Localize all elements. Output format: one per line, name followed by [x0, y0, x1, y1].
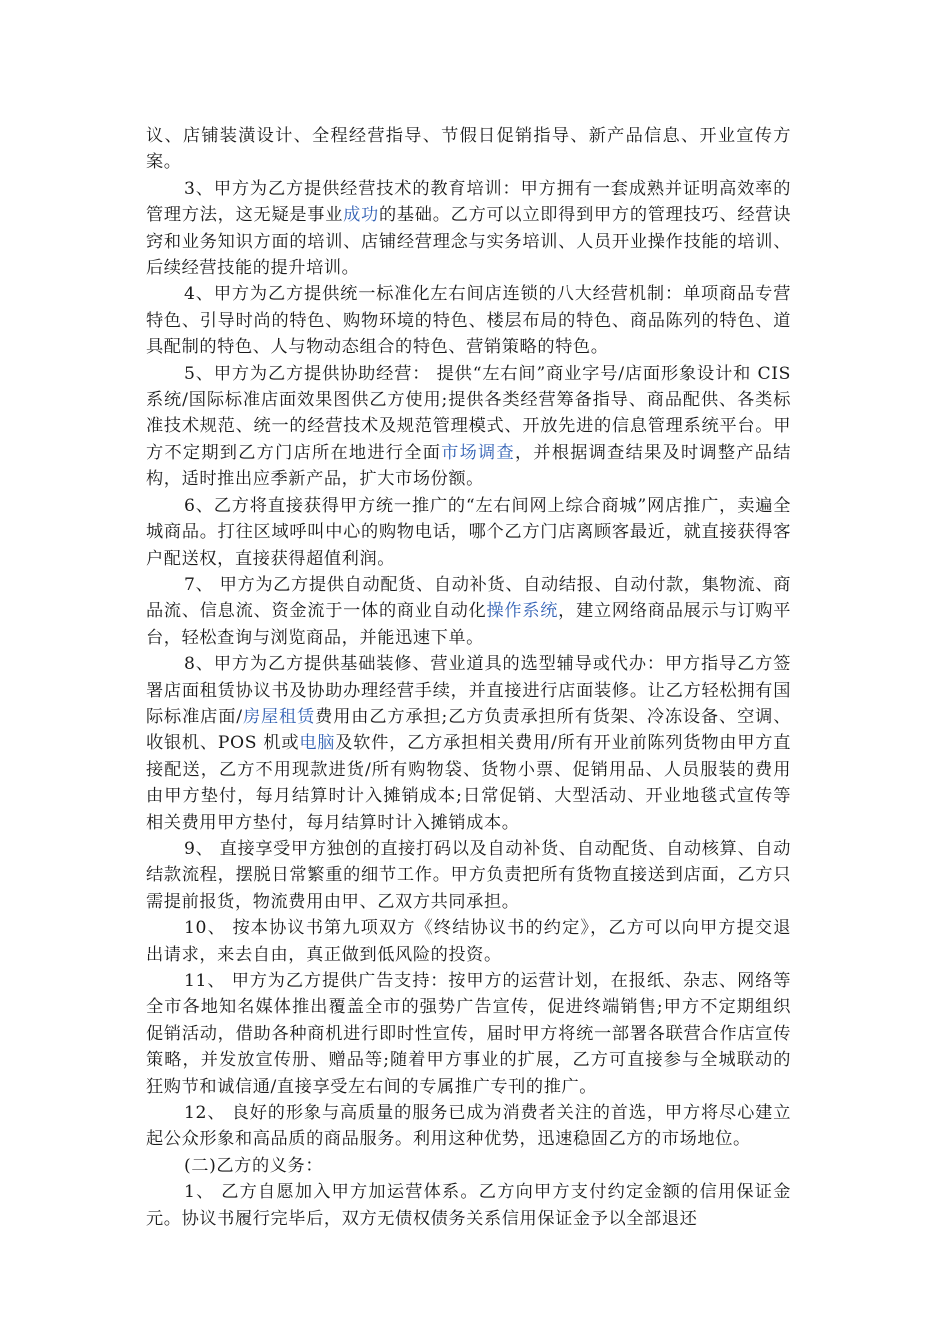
paragraph: [146, 1100, 791, 1153]
paragraph: [146, 572, 791, 651]
inline-link[interactable]: 电脑: [299, 733, 336, 754]
paragraph: [146, 1179, 791, 1232]
inline-link[interactable]: 市场调查: [441, 442, 515, 463]
inline-link[interactable]: 成功: [343, 205, 379, 226]
paragraph-text: 10、 按本协议书第九项双方《终结协议书的约定》，乙方可以向甲方提交退出请求，来去自由，真正做到低风险的投资。: [146, 918, 791, 965]
paragraph: [146, 1153, 791, 1179]
document-page: [146, 123, 791, 1232]
paragraph-text: 4、甲方为乙方提供统一标准化左右间店连锁的八大经营机制：单项商品专营特色、引导时尚的特色、购物环境的特色、楼层布局的特色、商品陈列的特色、道具配制的特色、人与物动态组合的特色、营销策略的特色。: [146, 284, 791, 358]
inline-link[interactable]: 房屋租赁: [242, 706, 316, 727]
paragraph: [146, 968, 791, 1100]
paragraph: [146, 651, 791, 836]
paragraph-text: 8、甲方为乙方提供基础装修、营业道具的选型辅导或代办：甲方指导乙方签署店面租赁协议书及协助办理经营手续，并直接进行店面装修。让乙方轻松拥有国际标准店面/: [146, 654, 791, 727]
paragraph-text: 的基础。乙方可以立即得到甲方的管理技巧、经营诀窍和业务知识方面的培训、店铺经营理念与实务培训、人员开业操作技能的培训、后续经营技能的提升培训。: [146, 205, 791, 279]
paragraph-text: 费用由乙方承担;乙方负责承担所有货架、冷冻设备、空调、收银机、POS 机或: [146, 706, 791, 754]
paragraph-text: 6、乙方将直接获得甲方统一推广的“左右间网上综合商城”网店推广，卖遍全城商品。打往区域呼叫中心的购物电话，哪个乙方门店离顾客最近，就直接获得客户配送权，直接获得超值利润。: [146, 495, 791, 569]
paragraph: [146, 361, 791, 493]
paragraph-text: ，建立网络商品展示与订购平台，轻松查询与浏览商品，并能迅速下单。: [146, 601, 791, 648]
paragraph: [146, 281, 791, 360]
paragraph: [146, 915, 791, 968]
paragraph-text: 12、 良好的形象与高质量的服务已成为消费者关注的首选，甲方将尽心建立起公众形象和高品质的商品服务。利用这种优势，迅速稳固乙方的市场地位。: [146, 1103, 791, 1150]
paragraph-text: (二)乙方的义务：: [184, 1155, 324, 1176]
paragraph: [146, 123, 791, 176]
paragraph-text: 9、 直接享受甲方独创的直接打码以及自动补货、自动配货、自动核算、自动结款流程，摆脱日常繁重的细节工作。甲方负责把所有货物直接送到店面，乙方只需提前报货，物流费用由甲、乙双方共同承担。: [146, 838, 791, 912]
paragraph-text: ，并根据调查结果及时调整产品结构，适时推出应季新产品，扩大市场份额。: [146, 442, 791, 490]
paragraph-text: 3、甲方为乙方提供经营技术的教育培训：甲方拥有一套成熟并证明高效率的管理方法，这无疑是事业: [146, 178, 791, 226]
paragraph: [146, 836, 791, 915]
paragraph-text: 议、店铺装潢设计、全程经营指导、节假日促销指导、新产品信息、开业宣传方案。: [146, 126, 791, 173]
paragraph-text: 7、 甲方为乙方提供自动配货、自动补货、自动结报、自动付款，集物流、商品流、信息流、资金流于一体的商业自动化: [146, 574, 791, 622]
paragraph-text: 1、 乙方自愿加入甲方加运营体系。乙方向甲方支付约定金额的信用保证金元。协议书履行完毕后，双方无债权债务关系信用保证金予以全部退还: [146, 1182, 791, 1229]
paragraph-text: 11、 甲方为乙方提供广告支持：按甲方的运营计划，在报纸、杂志、网络等全市各地知名媒体推出覆盖全市的强势广告宣传，促进终端销售;甲方不定期组织促销活动，借助各种商机进行即时性宣传，届时甲方将统一部署各联营合作店宣传策略，并发放宣传册、赠品等;随着甲方事业的扩展，乙方可直接参与全城联动的狂购节和诚信通/直接享受左右间的专属推广专刊的推广。: [146, 971, 791, 1097]
paragraph: [146, 176, 791, 282]
paragraph: [146, 493, 791, 572]
paragraph-text: 5、甲方为乙方提供协助经营： 提供“左右间”商业字号/店面形象设计和 CIS 系统/国际标准店面效果图供乙方使用;提供各类经营筹备指导、商品配供、各类标准技术规范、统一的经营技术及规范管理模式、开放先进的信息管理系统平台。甲方不定期到乙方门店所在地进行全面: [146, 363, 791, 463]
paragraph-text: 及软件，乙方承担相关费用/所有开业前陈列货物由甲方直接配送，乙方不用现款进货/所有购物袋、货物小票、促销用品、人员服装的费用由甲方垫付，每月结算时计入摊销成本;日常促销、大型活动、开业地毯式宣传等相关费用甲方垫付，每月结算时计入摊销成本。: [146, 733, 791, 833]
inline-link[interactable]: 操作系统: [486, 601, 559, 622]
